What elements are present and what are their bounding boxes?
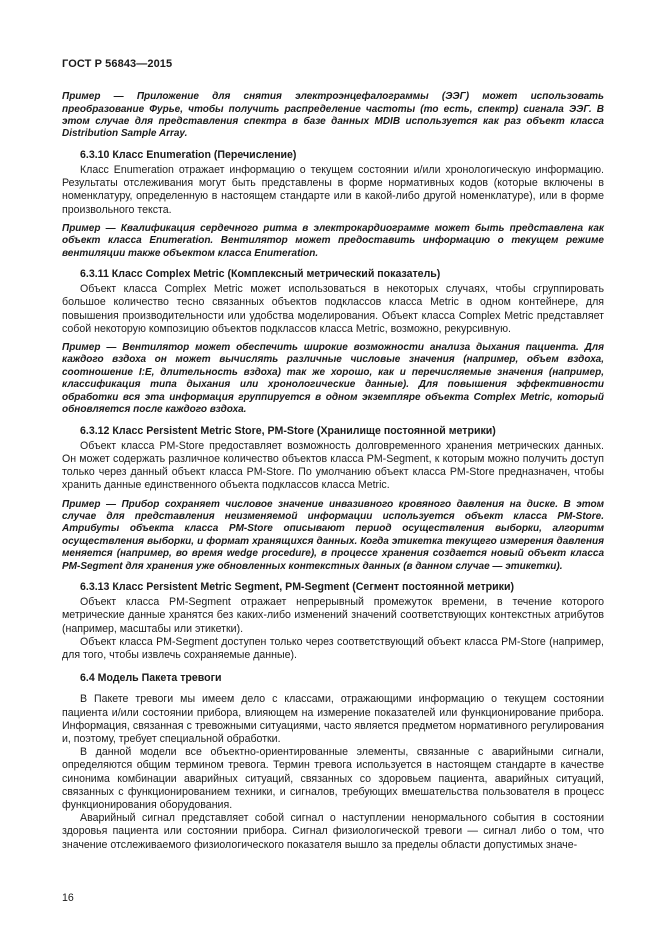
example-paragraph: Пример — Квалификация сердечного ритма в электрокардиограмме может быть представлена как объект класса Enumeration. Вентилятор может предоставить информацию о текущем режиме вентиляции также объектом класса Enumeration. (62, 222, 604, 259)
section-heading-6-3-11: 6.3.11 Класс Complex Metric (Комплексный метрический показатель) (80, 268, 441, 281)
example-paragraph: Пример — Приложение для снятия электроэнцефалограммы (ЭЭГ) может использовать преобразование Фурье, чтобы получить распределение частоты (то есть, спектр) сигнала ЭЭГ. В этом случае для представления спектра в базе данных MDIB используется как раз объект класса Distribution Sample Array. (62, 91, 604, 140)
page-number: 16 (62, 892, 74, 904)
section-heading-6-3-10: 6.3.10 Класс Enumeration (Перечисление) (80, 148, 297, 161)
section-heading-6-3-13: 6.3.13 Класс Persistent Metric Segment, PM-Segment (Сегмент постоянной метрики) (80, 580, 515, 593)
section-heading-6-4: 6.4 Модель Пакета тревоги (80, 672, 222, 685)
standard-header: ГОСТ Р 56843—2015 (62, 58, 173, 70)
section-heading-6-3-12: 6.3.12 Класс Persistent Metric Store, PM-Store (Хранилище постоянной метрики) (80, 424, 496, 437)
example-paragraph: Пример — Вентилятор может обеспечить широкие возможности анализа дыхания пациента. Для каждого вздоха он может вычислять различные числовые значения (например, объем вздоха, соотношение I:E, длительность вздоха) так же хорошо, как и перечисляемые значения (например, классификация типа дыхания или хронологические данные). Для повышения эффективности обработки вся эта информация группируется в одном экземпляре объекта Complex Metric, который обновляется после каждого вздоха. (62, 342, 604, 416)
example-paragraph: Пример — Прибор сохраняет числовое значение инвазивного кровяного давления на диске. В этом случае для представления неизменяемой информации используется объект класса PM-Store. Атрибуты объекта класса PM-Store описывают период осуществления выборки, алгоритм осуществления выборки, и формат хранящихся данных. Когда этикетка текущего измерения давления меняется (например, во время wedge procedure), в процессе хранения создается новый объект класса PM-Segment для хранения уже обновленных контекстных данных (в данном случае — этикетки). (62, 498, 604, 572)
body-paragraph: Объект класса PM-Segment отражает непрерывный промежуток времени, в течение которого метрические данные хранятся без каких-либо изменений значений соответствующих контекстных атрибутов (например, масштабы или этикетки). (62, 596, 604, 635)
body-paragraph: Объект класса PM-Store предоставляет возможность долговременного хранения метрических данных. Он может содержать различное количество объектов класса PM-Segment, к которым можно получить доступ только через данный объект класса PM-Store. По умолчанию объект класса PM-Store предназначен, чтобы хранить данные единственного объекта подклассов класса Metric. (62, 439, 604, 492)
body-paragraph: Класс Enumeration отражает информацию о текущем состоянии и/или хронологическую информацию. Результаты отслеживания могут быть представлены в форме нормативных кодов (которые включены в номенклатуру, определенную в настоящем стандарте или в какой-либо другой номенклатуре), или в форме произвольного текста. (62, 164, 604, 216)
body-paragraph: В Пакете тревоги мы имеем дело с классами, отражающими информацию о текущем состоянии пациента и/или состоянии прибора, влияющем на измерение показателей или функционирование прибора. Информация, связанная с тревожными ситуациями, часто является предметом нормативного регулирования и, поэтому, требует специальной обработки. (62, 693, 604, 745)
body-paragraph: В данной модели все объектно-ориентированные элементы, связанные с аварийными сигнали, определяются общим термином тревога. Термин тревога используется в настоящем стандарте в качестве синонима комбинации аварийных ситуаций, связанных со здоровьем пациента, аварийных ситуаций, связанных с функционированием техники, и сигналов, требующих вмешательства пользователя в процесс функционирования оборудования. (62, 746, 604, 812)
body-paragraph: Объект класса Complex Metric может использоваться в некоторых случаях, чтобы сгруппировать большое количество тесно связанных объектов подклассов класса Metric в одном контейнере, для повышения производительности или удобства моделирования. Объект класса Complex Metric представляет собой некоторую композицию объектов подклассов класса Metric, возможно, рекурсивную. (62, 283, 604, 335)
body-paragraph: Объект класса PM-Segment доступен только через соответствующий объект класса PM-Store (например, для того, чтобы извлечь сохраняемые данные). (62, 635, 604, 661)
body-paragraph: Аварийный сигнал представляет собой сигнал о наступлении ненормального события в состоянии здоровья пациента или состоянии прибора. Сигнал физиологической тревоги — сигнал либо о том, что значение отслеживаемого физиологического показателя вышло за пределы области допустимых значе- (62, 812, 604, 851)
